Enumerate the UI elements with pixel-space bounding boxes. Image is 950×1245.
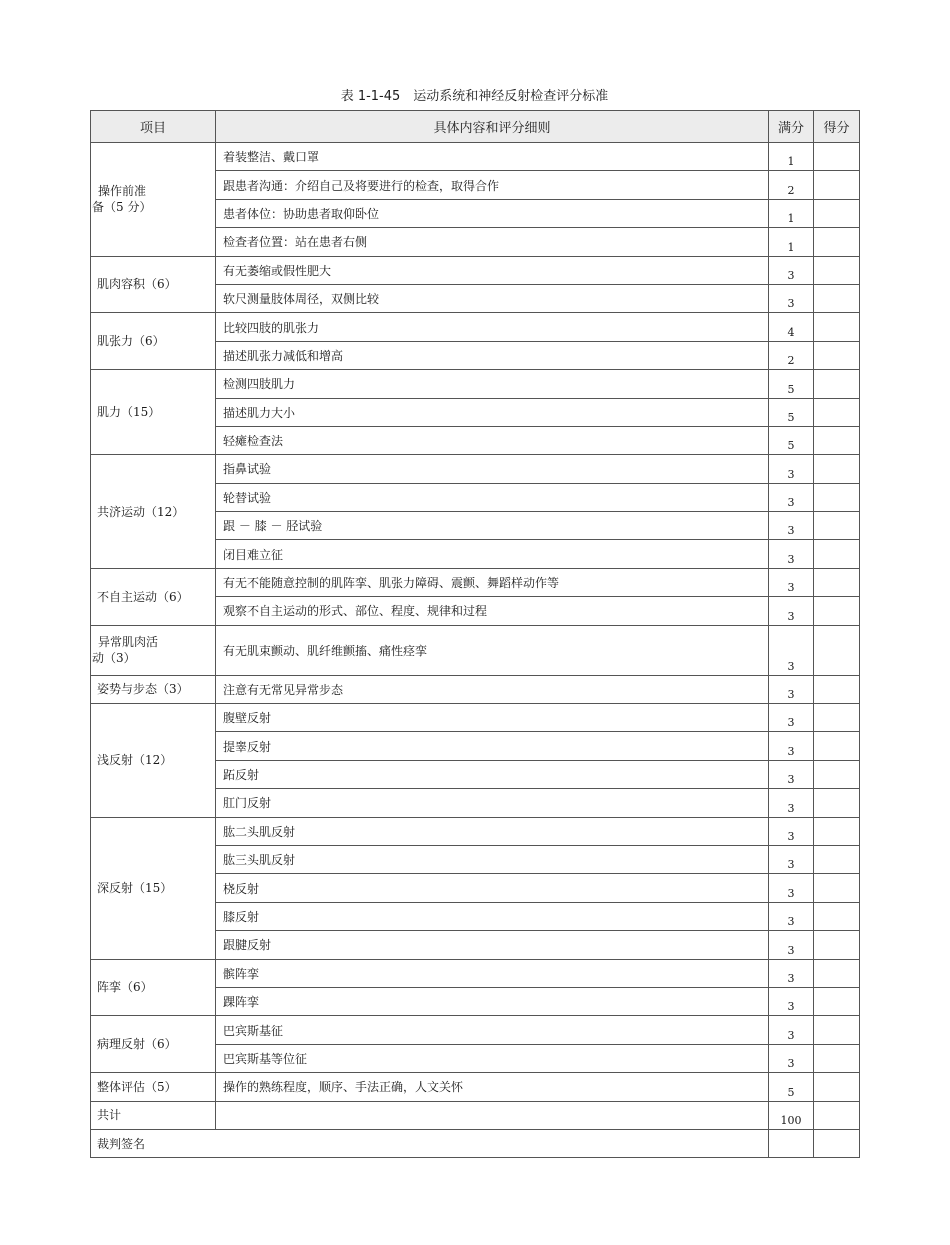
table-title: 表 1-1-45 运动系统和神经反射检查评分标准	[340, 89, 609, 104]
content-cell: 提睾反射	[216, 732, 769, 760]
full-score-cell: 4	[769, 313, 814, 341]
full-score-cell: 3	[769, 284, 814, 312]
full-score-cell: 3	[769, 1044, 814, 1072]
score-cell	[814, 760, 860, 788]
score-cell	[814, 931, 860, 959]
score-cell	[814, 704, 860, 732]
full-score-cell: 3	[769, 512, 814, 540]
content-cell: 髌阵挛	[216, 959, 769, 987]
content-cell: 腹壁反射	[216, 704, 769, 732]
score-cell	[814, 370, 860, 398]
header-score: 得分	[814, 111, 860, 143]
score-cell	[814, 789, 860, 817]
signature-full-cell	[769, 1129, 814, 1157]
total-score-cell	[814, 1101, 860, 1129]
full-score-cell: 3	[769, 760, 814, 788]
content-cell: 膝反射	[216, 902, 769, 930]
table-row	[91, 370, 860, 398]
score-cell	[814, 143, 860, 171]
full-score-cell: 3	[769, 704, 814, 732]
content-cell: 检测四肢肌力	[216, 370, 769, 398]
total-label: 共计	[91, 1101, 216, 1129]
signature-label: 裁判签名	[91, 1129, 769, 1157]
signature-cell	[814, 1129, 860, 1157]
table-row	[91, 256, 860, 284]
table-row	[91, 568, 860, 596]
full-score-cell: 3	[769, 455, 814, 483]
content-cell: 跟患者沟通：介绍自己及将要进行的检查，取得合作	[216, 171, 769, 199]
item-cell-line: 动（3）	[92, 651, 136, 666]
score-cell	[814, 817, 860, 845]
item-cell: 不自主运动（6）	[91, 568, 216, 625]
item-cell: 肌肉容积（6）	[91, 256, 216, 313]
content-cell: 跟 － 膝 － 胫试验	[216, 512, 769, 540]
full-score-cell: 1	[769, 228, 814, 256]
full-score-cell: 3	[769, 789, 814, 817]
content-cell: 有无肌束颤动、肌纤维颤搐、痛性痉挛	[216, 625, 769, 675]
full-score-cell: 2	[769, 341, 814, 369]
full-score-cell: 3	[769, 732, 814, 760]
item-cell: 共济运动（12）	[91, 455, 216, 569]
full-score-cell: 3	[769, 902, 814, 930]
score-cell	[814, 1016, 860, 1044]
score-cell	[814, 625, 860, 675]
header-content: 具体内容和评分细则	[216, 111, 769, 143]
content-cell: 患者体位：协助患者取仰卧位	[216, 199, 769, 227]
item-cell: 整体评估（5）	[91, 1073, 216, 1101]
item-cell-line: 备（5 分）	[92, 200, 152, 215]
content-cell: 轻瘫检查法	[216, 426, 769, 454]
score-cell	[814, 959, 860, 987]
table-row	[91, 1073, 860, 1101]
content-cell: 描述肌张力减低和增高	[216, 341, 769, 369]
score-cell	[814, 228, 860, 256]
full-score-cell: 3	[769, 987, 814, 1015]
item-cell: 肌张力（6）	[91, 313, 216, 370]
content-cell: 巴宾斯基征	[216, 1016, 769, 1044]
content-cell: 跖反射	[216, 760, 769, 788]
content-cell: 观察不自主运动的形式、部位、程度、规律和过程	[216, 597, 769, 625]
scoring-table	[90, 110, 860, 1158]
full-score-cell: 5	[769, 426, 814, 454]
table-row	[91, 817, 860, 845]
score-cell	[814, 171, 860, 199]
table-row	[91, 313, 860, 341]
item-cell: 肌力（15）	[91, 370, 216, 455]
content-cell: 肱三头肌反射	[216, 845, 769, 873]
content-cell: 肱二头肌反射	[216, 817, 769, 845]
table-row	[91, 959, 860, 987]
score-cell	[814, 455, 860, 483]
table-row	[91, 625, 860, 675]
header-item: 项目	[91, 111, 216, 143]
full-score-cell: 3	[769, 256, 814, 284]
score-cell	[814, 597, 860, 625]
score-cell	[814, 987, 860, 1015]
full-score-cell: 1	[769, 199, 814, 227]
content-cell: 比较四肢的肌张力	[216, 313, 769, 341]
score-cell	[814, 675, 860, 703]
item-cell	[91, 625, 216, 675]
score-cell	[814, 874, 860, 902]
full-score-cell: 1	[769, 143, 814, 171]
full-score-cell: 3	[769, 483, 814, 511]
content-cell: 有无萎缩或假性肥大	[216, 256, 769, 284]
full-score-cell: 5	[769, 398, 814, 426]
score-cell	[814, 540, 860, 568]
content-cell: 软尺测量肢体周径，双侧比较	[216, 284, 769, 312]
item-cell: 深反射（15）	[91, 817, 216, 959]
full-score-cell: 3	[769, 568, 814, 596]
table-row	[91, 143, 860, 171]
item-cell-line: 操作前准	[98, 184, 147, 199]
score-cell	[814, 1073, 860, 1101]
score-cell	[814, 426, 860, 454]
total-content-cell	[216, 1101, 769, 1129]
full-score-cell: 3	[769, 597, 814, 625]
score-cell	[814, 284, 860, 312]
content-cell: 肛门反射	[216, 789, 769, 817]
score-cell	[814, 1044, 860, 1072]
table-body	[91, 143, 860, 1158]
content-cell: 注意有无常见异常步态	[216, 675, 769, 703]
full-score-cell: 3	[769, 817, 814, 845]
header-row	[91, 111, 860, 143]
score-cell	[814, 256, 860, 284]
content-cell: 检查者位置：站在患者右侧	[216, 228, 769, 256]
signature-row	[91, 1129, 860, 1157]
score-cell	[814, 398, 860, 426]
full-score-cell: 3	[769, 874, 814, 902]
item-cell: 浅反射（12）	[91, 704, 216, 818]
full-score-cell: 2	[769, 171, 814, 199]
item-cell	[91, 143, 216, 257]
score-cell	[814, 568, 860, 596]
score-cell	[814, 341, 860, 369]
content-cell: 踝阵挛	[216, 987, 769, 1015]
full-score-cell: 3	[769, 931, 814, 959]
item-cell: 阵挛（6）	[91, 959, 216, 1016]
item-cell: 病理反射（6）	[91, 1016, 216, 1073]
content-cell: 指鼻试验	[216, 455, 769, 483]
full-score-cell: 3	[769, 959, 814, 987]
content-cell: 操作的熟练程度，顺序、手法正确，人文关怀	[216, 1073, 769, 1101]
full-score-cell: 5	[769, 370, 814, 398]
item-cell: 姿势与步态（3）	[91, 675, 216, 703]
full-score-cell: 3	[769, 625, 814, 675]
score-cell	[814, 199, 860, 227]
table-row	[91, 675, 860, 703]
item-cell-line: 异常肌肉活	[98, 635, 159, 650]
score-cell	[814, 732, 860, 760]
full-score-cell: 3	[769, 845, 814, 873]
score-cell	[814, 512, 860, 540]
content-cell: 有无不能随意控制的肌阵挛、肌张力障碍、震颤、舞蹈样动作等	[216, 568, 769, 596]
content-cell: 描述肌力大小	[216, 398, 769, 426]
score-cell	[814, 313, 860, 341]
content-cell: 着装整洁、戴口罩	[216, 143, 769, 171]
table-row	[91, 704, 860, 732]
score-cell	[814, 902, 860, 930]
content-cell: 轮替试验	[216, 483, 769, 511]
full-score-cell: 5	[769, 1073, 814, 1101]
full-score-cell: 3	[769, 675, 814, 703]
content-cell: 跟腱反射	[216, 931, 769, 959]
score-cell	[814, 845, 860, 873]
total-row	[91, 1101, 860, 1129]
table-row	[91, 1016, 860, 1044]
full-score-cell: 3	[769, 1016, 814, 1044]
content-cell: 闭目难立征	[216, 540, 769, 568]
header-full-score: 满分	[769, 111, 814, 143]
table-row	[91, 455, 860, 483]
full-score-cell: 3	[769, 540, 814, 568]
content-cell: 桡反射	[216, 874, 769, 902]
score-cell	[814, 483, 860, 511]
content-cell: 巴宾斯基等位征	[216, 1044, 769, 1072]
total-full-score: 100	[769, 1101, 814, 1129]
